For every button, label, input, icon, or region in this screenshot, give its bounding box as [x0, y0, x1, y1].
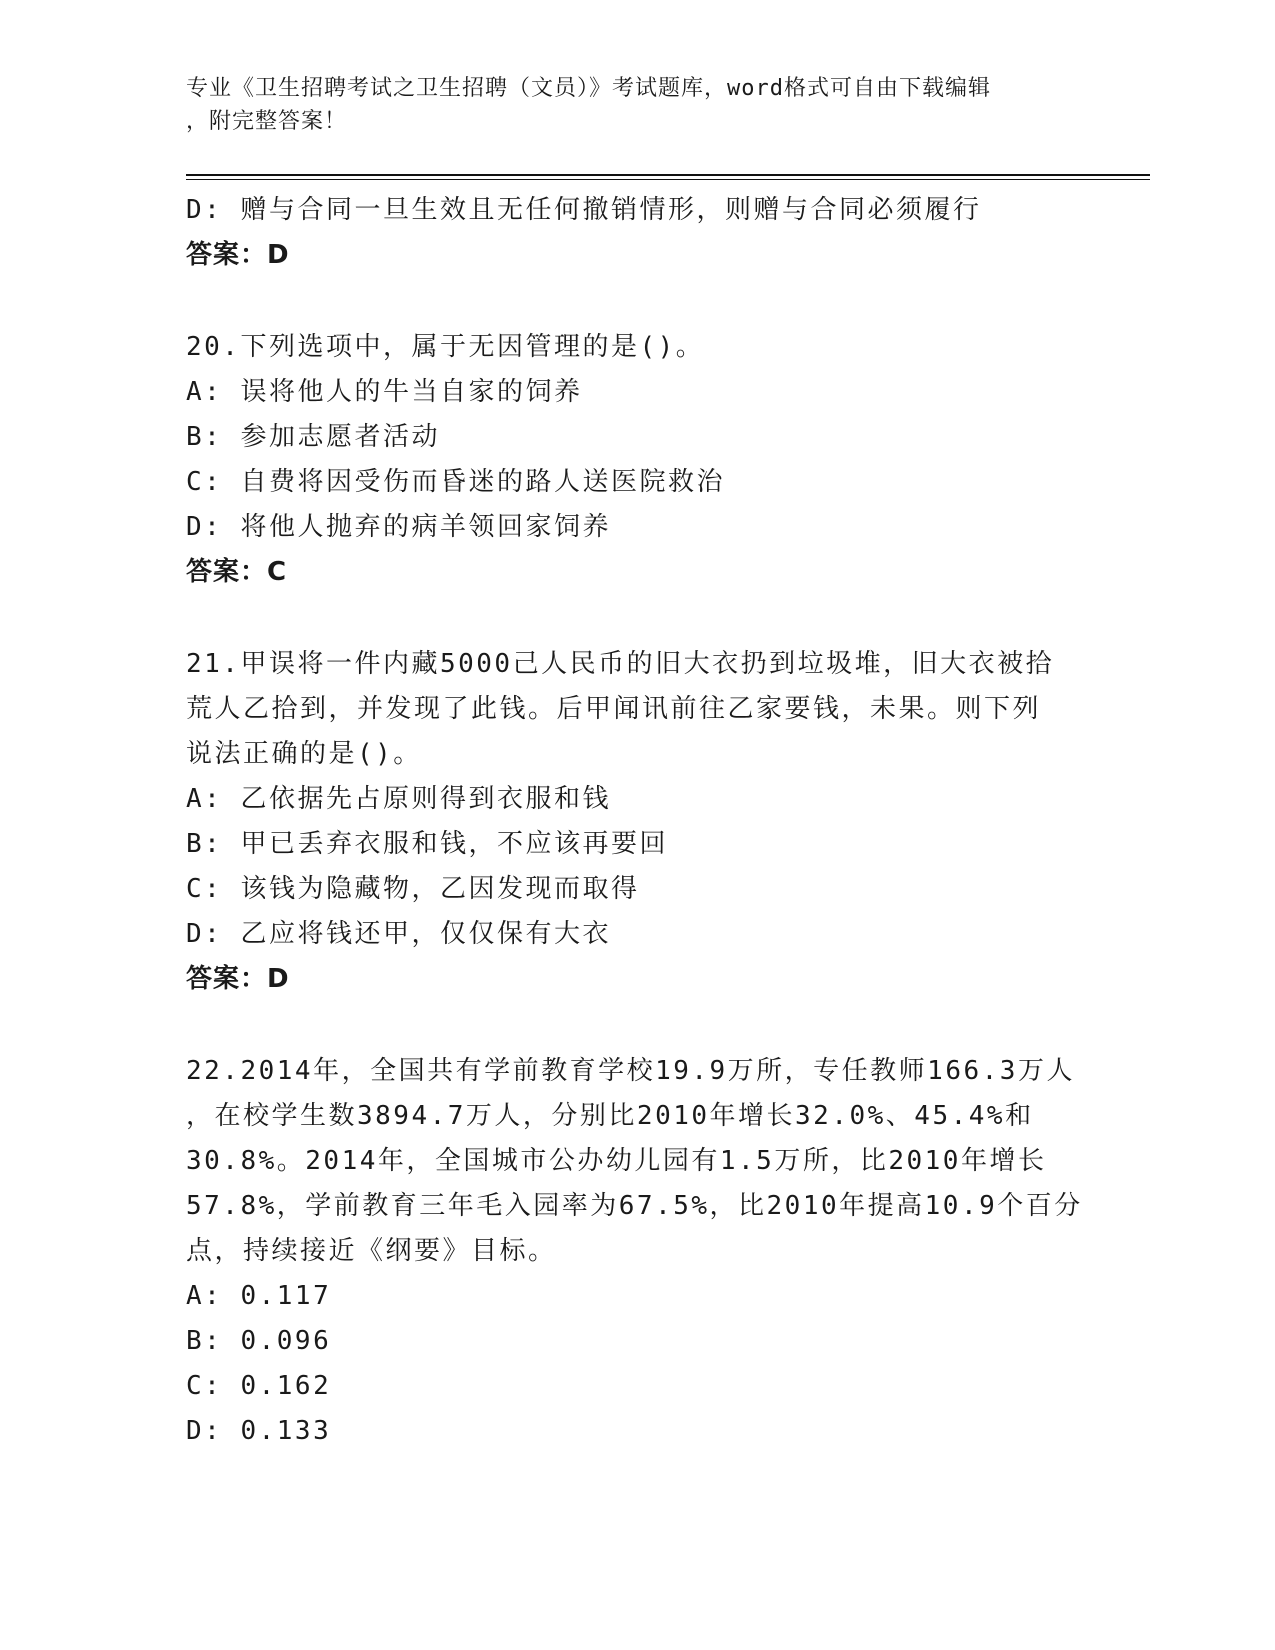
question-21-stem-line: 21.甲误将一件内藏5000己人民币的旧大衣扔到垃圾堆，旧大衣被拾 — [186, 649, 1055, 679]
question-22-option-d: D: 0.133 — [186, 1416, 332, 1446]
question-22-stem-line: 22.2014年，全国共有学前教育学校19.9万所，专任教师166.3万人 — [186, 1056, 1075, 1086]
header-line-1: 专业《卫生招聘考试之卫生招聘（文员）》考试题库，word格式可自由下载编辑 — [186, 76, 991, 101]
question-19 — [186, 188, 1086, 278]
document-header — [186, 72, 1066, 138]
question-20 — [186, 325, 1086, 595]
question-21-option-b: B: 甲已丢弃衣服和钱，不应该再要回 — [186, 829, 668, 859]
question-21-option-c: C: 该钱为隐藏物，乙因发现而取得 — [186, 874, 640, 904]
spacer — [186, 1002, 1086, 1049]
question-21-answer: 答案：D — [186, 964, 290, 994]
question-20-option-d: D: 将他人抛弃的病羊领回家饲养 — [186, 512, 611, 542]
question-19-answer: 答案：D — [186, 240, 290, 270]
question-20-option-c: C: 自费将因受伤而昏迷的路人送医院救治 — [186, 467, 725, 497]
question-22-stem-line: 57.8%，学前教育三年毛入园率为67.5%，比2010年提高10.9个百分 — [186, 1191, 1083, 1221]
question-20-answer: 答案：C — [186, 557, 288, 587]
header-line-2: ，附完整答案！ — [186, 109, 348, 134]
question-20-option-a: A: 误将他人的牛当自家的饲养 — [186, 377, 583, 407]
question-22-stem-line: 点，持续接近《纲要》目标。 — [186, 1236, 557, 1266]
question-20-stem: 20.下列选项中，属于无因管理的是()。 — [186, 332, 705, 362]
question-21-option-a: A: 乙依据先占原则得到衣服和钱 — [186, 784, 611, 814]
spacer — [186, 278, 1086, 325]
question-list — [186, 188, 1086, 1454]
question-21 — [186, 642, 1086, 1002]
question-21-stem-line: 说法正确的是()。 — [186, 739, 422, 769]
question-21-stem-line: 荒人乙拾到，并发现了此钱。后甲闻讯前往乙家要钱，未果。则下列 — [186, 694, 1042, 724]
question-22-option-a: A: 0.117 — [186, 1281, 332, 1311]
question-22-stem-line: ，在校学生数3894.7万人，分别比2010年增长32.0%、45.4%和 — [186, 1101, 1034, 1131]
header-divider-thin — [186, 179, 1150, 180]
header-divider-thick — [186, 174, 1150, 176]
question-21-option-d: D: 乙应将钱还甲，仅仅保有大衣 — [186, 919, 611, 949]
question-22-option-b: B: 0.096 — [186, 1326, 332, 1356]
question-22 — [186, 1049, 1086, 1454]
question-22-option-c: C: 0.162 — [186, 1371, 332, 1401]
question-22-stem-line: 30.8%。2014年，全国城市公办幼儿园有1.5万所，比2010年增长 — [186, 1146, 1047, 1176]
question-20-option-b: B: 参加志愿者活动 — [186, 422, 440, 452]
question-19-option-d: D: 赠与合同一旦生效且无任何撤销情形，则赠与合同必须履行 — [186, 195, 982, 225]
spacer — [186, 595, 1086, 642]
